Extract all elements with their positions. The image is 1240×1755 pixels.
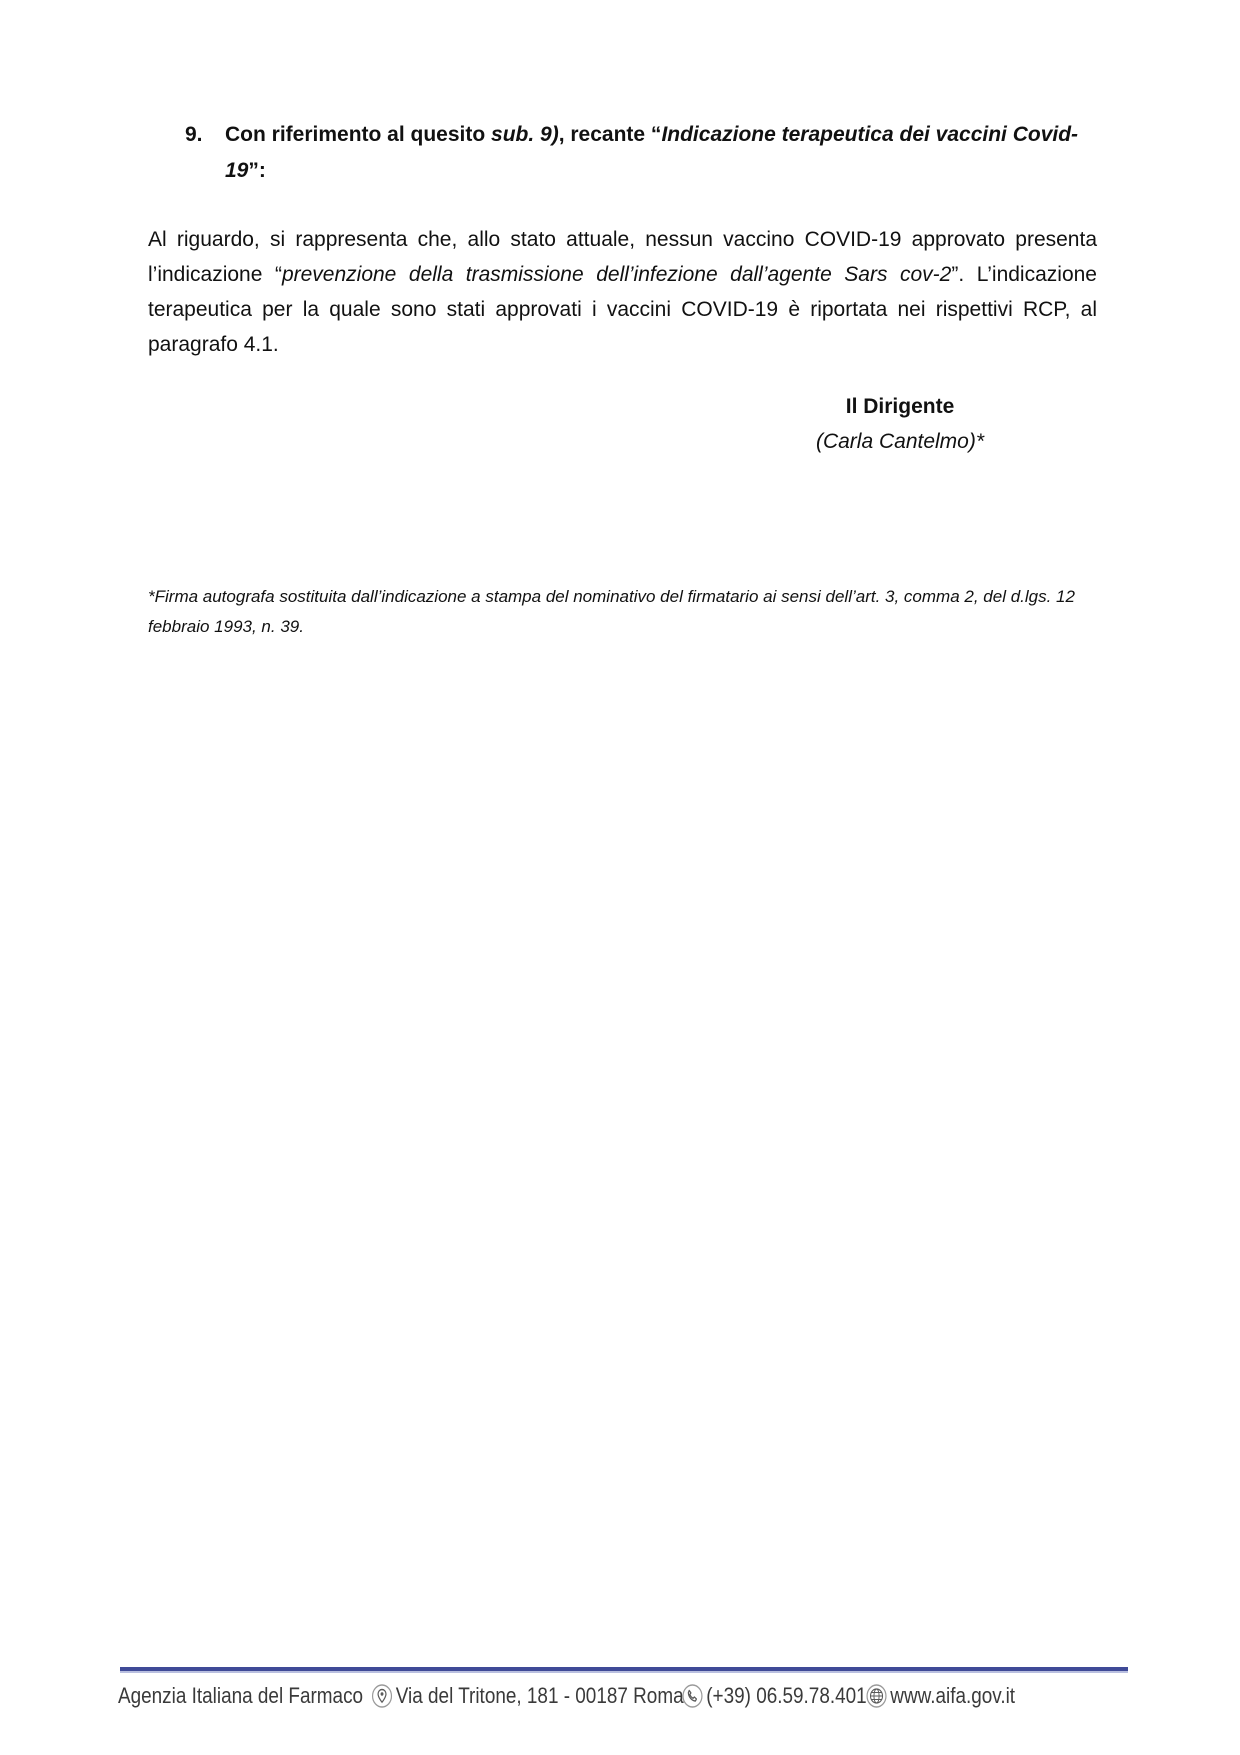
footer-agency — [118, 1680, 363, 1712]
signature-title: Il Dirigente — [845, 395, 955, 418]
signature-name: (Carla Cantelmo)* — [815, 430, 985, 453]
item-text-3: , recante “ — [558, 123, 662, 146]
footnote: *Firma autografa sostituita dall’indicazione a stampa del nominativo del firmatario ai sensi dell’art. 3, comma 2, del d.lgs. 12 febbraio 1993, n. 39. — [148, 587, 1075, 636]
item-text-4: Indicazione terapeutica dei vaccini Covid-19 — [225, 123, 1079, 182]
item-text-1: Con riferimento al quesito — [225, 123, 492, 146]
footer-phone-label: (+39) 06.59.78.401 — [706, 1683, 867, 1708]
item-number: 9. — [185, 123, 203, 146]
page-footer — [118, 1680, 1016, 1714]
paragraph-text-2: prevenzione della trasmissione dell’infezione dall’agente Sars cov-2 — [281, 263, 952, 286]
footer-website-link[interactable]: www.aifa.gov.it — [890, 1683, 1016, 1708]
globe-icon — [866, 1684, 887, 1708]
body-paragraph — [148, 222, 1097, 362]
footer-phone — [682, 1680, 867, 1712]
location-pin-icon — [372, 1684, 393, 1708]
footer-address-label: Via del Tritone, 181 - 00187 Roma — [395, 1683, 684, 1708]
paragraph-text-1: Al riguardo, si rappresenta che, allo stato attuale, nessun vaccino COVID-19 approvato presenta l’indicazione “ — [148, 228, 1097, 286]
numbered-item — [185, 117, 1097, 189]
footer-address — [372, 1680, 684, 1712]
footer-website — [866, 1680, 1015, 1712]
item-text-2: sub. 9) — [491, 123, 559, 146]
phone-icon — [682, 1684, 703, 1708]
footer-agency-label: Agenzia Italiana del Farmaco — [118, 1683, 364, 1708]
footer-rule-shadow — [120, 1671, 1128, 1673]
item-text-5: ”: — [248, 159, 266, 182]
paragraph-text-3: ”. L’indicazione terapeutica per la quale sono stati approvati i vaccini COVID-19 è riportata nei rispettivi RCP, al paragrafo 4.1. — [148, 263, 1097, 356]
item-heading — [225, 117, 1097, 189]
